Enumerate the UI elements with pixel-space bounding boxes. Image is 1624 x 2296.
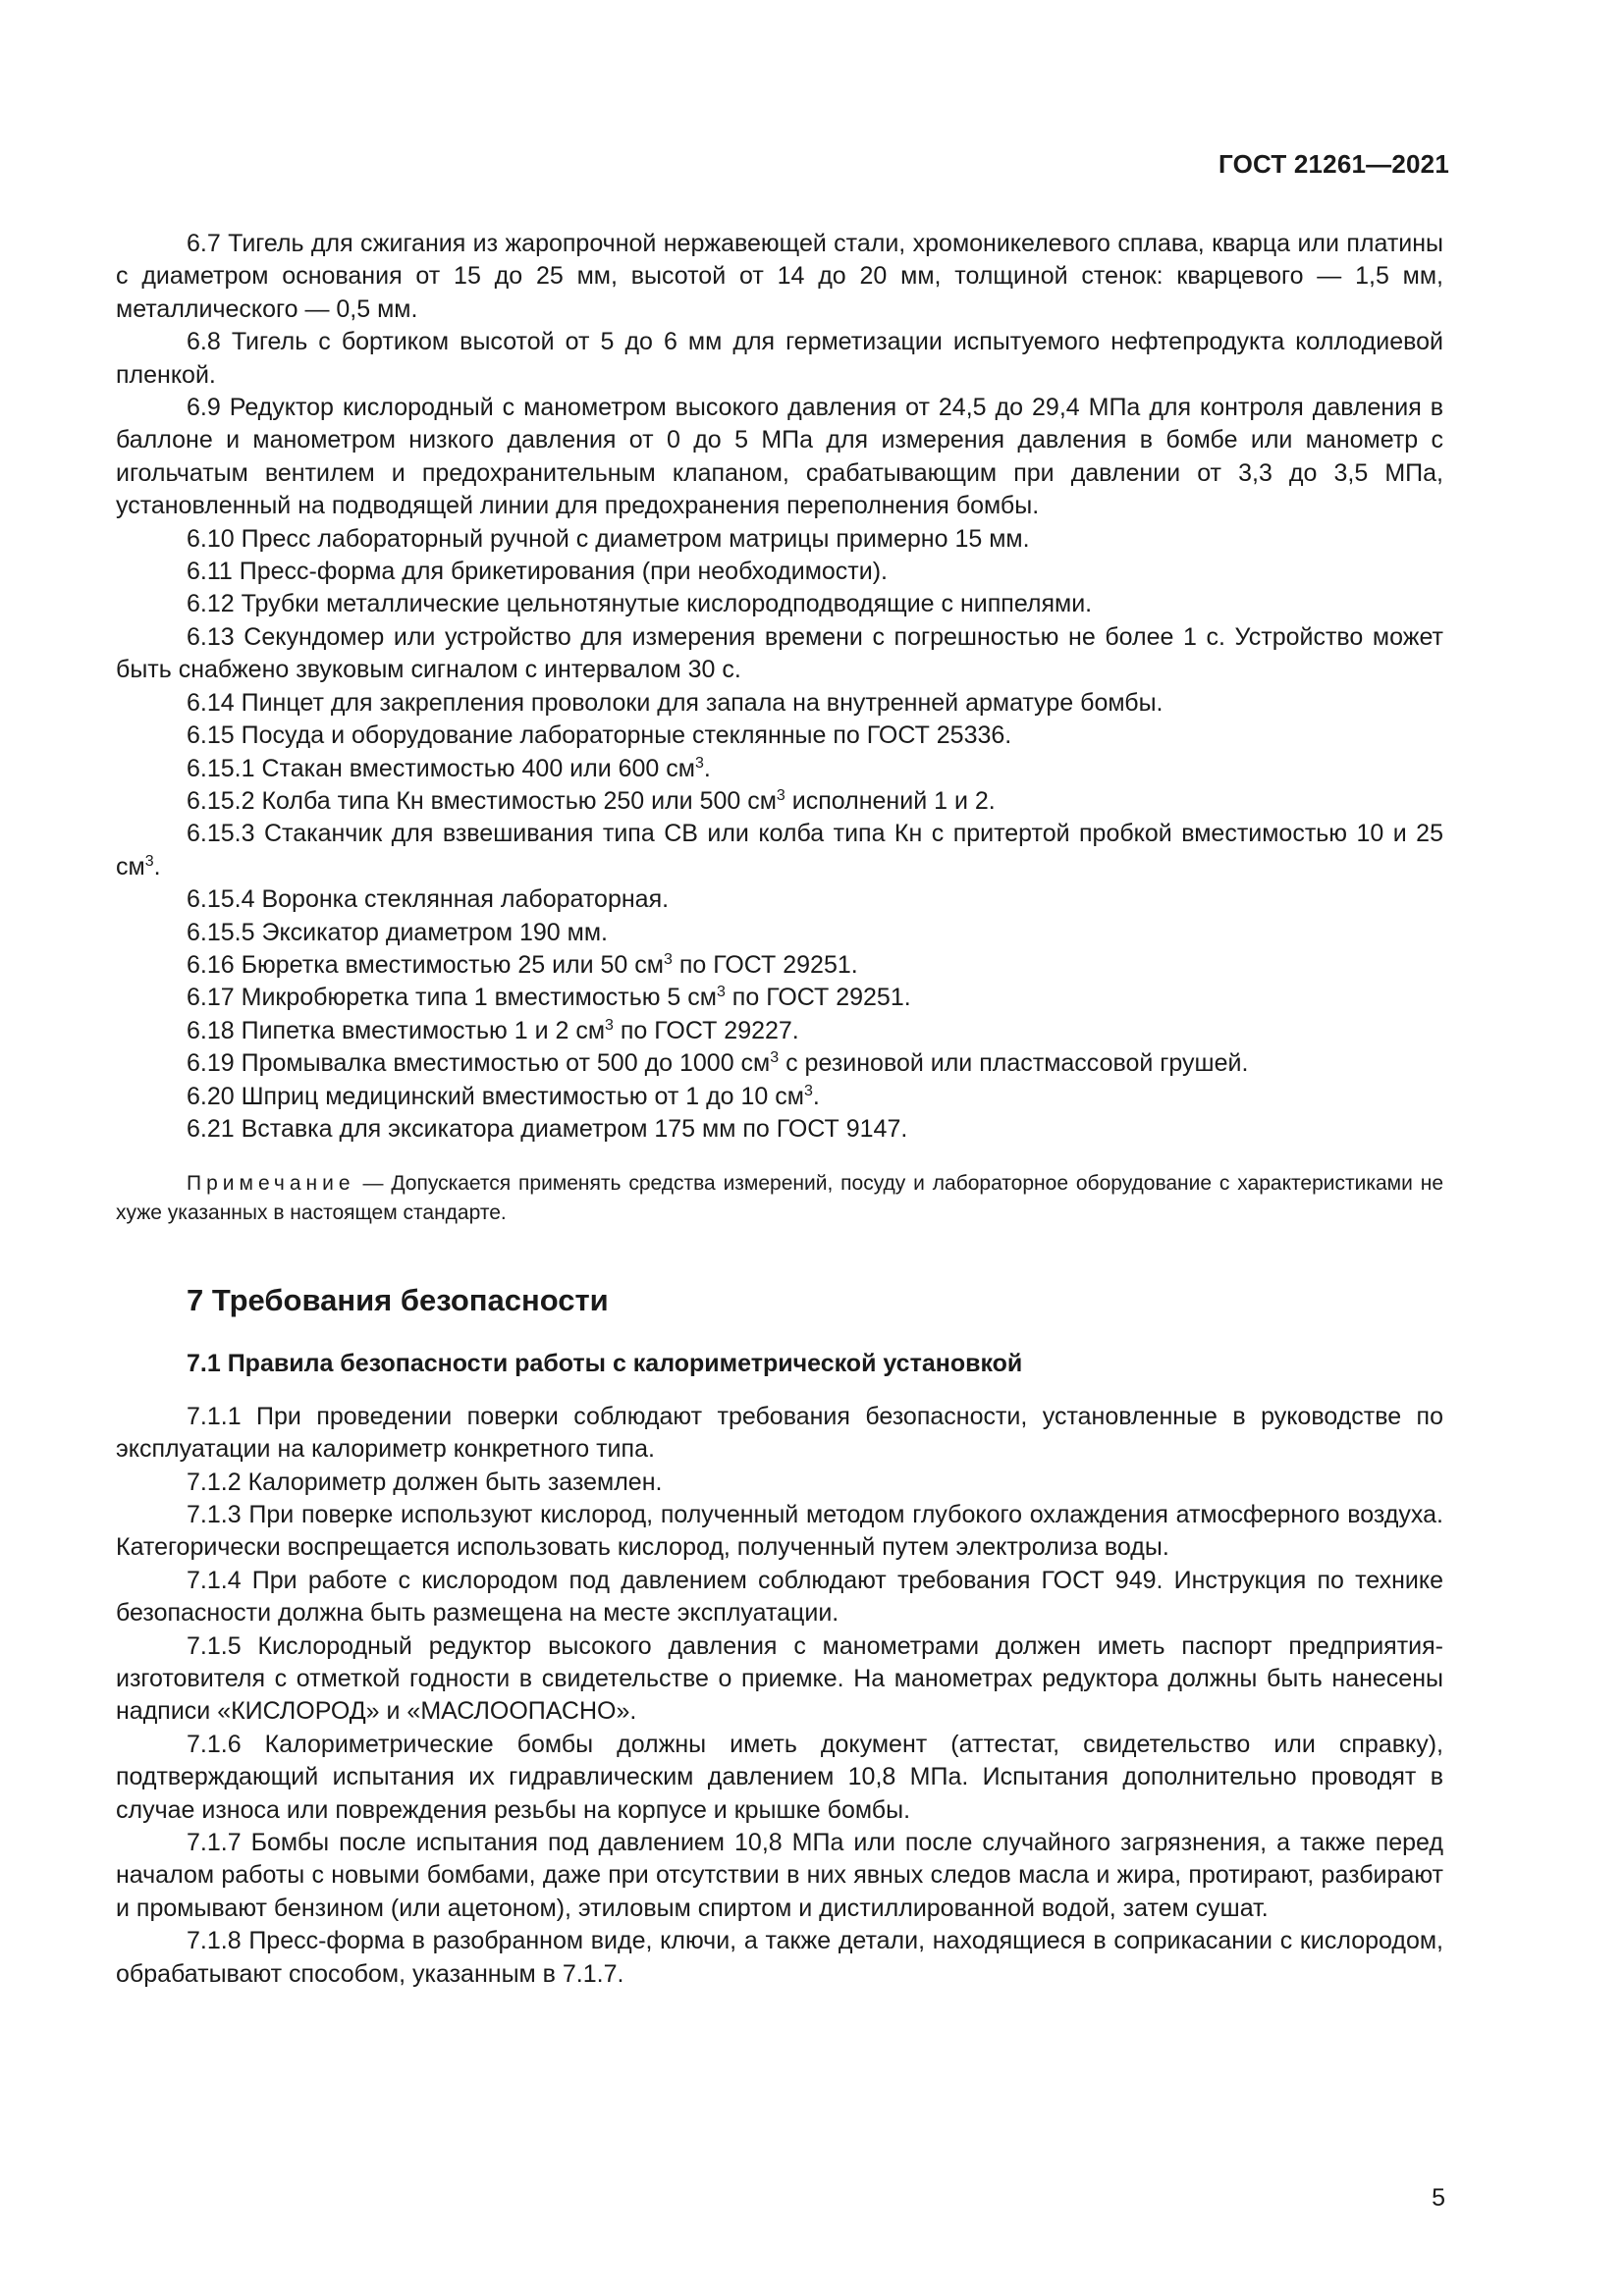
clause-7-1-5: 7.1.5 Кислородный редуктор высокого давления с манометрами должен иметь паспорт предприятия-изготовителя с отметкой годности в свидетельстве о приемке. На манометрах редуктора должны быть нанесены надписи «КИСЛОРОД» и «МАСЛООПАСНО». bbox=[116, 1631, 1443, 1726]
note bbox=[116, 1169, 1443, 1228]
section-title: 7 Требования безопасности bbox=[187, 1283, 609, 1318]
clause-6-10: 6.10 Пресс лабораторный ручной с диаметром матрицы примерно 15 мм. bbox=[187, 524, 1030, 553]
clause-6-12: 6.12 Трубки металлические цельнотянутые кислородподводящие с ниппелями. bbox=[187, 590, 1093, 618]
clause-7-1-7: 7.1.7 Бомбы после испытания под давлением 10,8 МПа или после случайного загрязнения, а также перед началом работы с новыми бомбами, даже при отсутствии в них явных следов масла и жира, протирают, разбирают и промывают бензином (или ацетоном), этиловым спиртом и дистиллированной водой, затем сушат. bbox=[116, 1829, 1443, 1922]
clause-6-18: 6.18 Пипетка вместимостью 1 и 2 $см^3$ по ГОСТ 29227. bbox=[187, 1016, 799, 1044]
page-number: 5 bbox=[1432, 2184, 1445, 2212]
note-label: Примечание bbox=[187, 1172, 355, 1196]
clause-7-1-6: 7.1.6 Калориметрические бомбы должны иметь документ (аттестат, свидетельство или справку), подтверждающий испытания их гидравлическим давлением 10,8 МПа. Испытания дополнительно проводят в случае износа или повреждения резьбы на корпусе и крышке бомбы. bbox=[116, 1730, 1444, 1824]
clause-7-1-4: 7.1.4 При работе с кислородом под давлением соблюдают требования ГОСТ 949. Инструкция по технике безопасности должна быть размещена на месте эксплуатации. bbox=[116, 1566, 1443, 1628]
clause-6-15-3: 6.15.3 Стаканчик для взвешивания типа СВ или колба типа Кн с притертой пробкой вместимостью 10 и 25 $см^3$. bbox=[116, 820, 1443, 881]
clause-6-7: 6.7 Тигель для сжигания из жаропрочной нержавеющей стали, хромоникелевого сплава, кварца или платины с диаметром основания от 15 до 25 мм, высотой от 14 до 20 мм, толщиной стенок: кварцевого — 1,5 мм, металлического — 0,5 мм. bbox=[116, 230, 1444, 323]
clause-7-1-8: 7.1.8 Пресс-форма в разобранном виде, ключи, а также детали, находящиеся в соприкасании с кислородом, обрабатывают способом, указанным в 7.1.7. bbox=[116, 1927, 1443, 1988]
clause-7-1-2: 7.1.2 Калориметр должен быть заземлен. bbox=[187, 1468, 663, 1496]
document-body bbox=[116, 228, 1443, 1991]
clause-6-19: 6.19 Промывалка вместимостью от 500 до 1000 $см^3$ с резиновой или пластмассовой грушей. bbox=[187, 1049, 1249, 1078]
clause-6-8: 6.8 Тигель с бортиком высотой от 5 до 6 мм для герметизации испытуемого нефтепродукта коллодиевой пленкой. bbox=[116, 328, 1443, 389]
note-text: — Допускается применять средства измерений, посуду и лабораторное оборудование с характеристиками не хуже указанных в настоящем стандарте. bbox=[116, 1172, 1443, 1225]
clause-6-17: 6.17 Микробюретка типа 1 вместимостью 5 $см^3$ по ГОСТ 29251. bbox=[187, 984, 911, 1012]
clause-7-1-1: 7.1.1 При проведении поверки соблюдают требования безопасности, установленные в руководстве по эксплуатации на калориметр конкретного типа. bbox=[116, 1402, 1443, 1464]
clause-6-16: 6.16 Бюретка вместимостью 25 или 50 $см^3$ по ГОСТ 29251. bbox=[187, 950, 858, 979]
clause-6-15: 6.15 Посуда и оборудование лабораторные стеклянные по ГОСТ 25336. bbox=[187, 721, 1012, 750]
clause-6-15-1: 6.15.1 Стакан вместимостью 400 или 600 $см^3$. bbox=[187, 754, 711, 782]
clause-6-15-2: 6.15.2 Колба типа Кн вместимостью 250 или 500 $см^3$ исполнений 1 и 2. bbox=[187, 786, 996, 815]
clause-6-21: 6.21 Вставка для эксикатора диаметром 175 мм по ГОСТ 9147. bbox=[187, 1114, 908, 1143]
clause-6-13: 6.13 Секундомер или устройство для измерения времени с погрешностью не более 1 с. Устройство может быть снабжено звуковым сигналом с интервалом 30 с. bbox=[116, 622, 1443, 684]
clause-6-9: 6.9 Редуктор кислородный с манометром высокого давления от 24,5 до 29,4 МПа для контроля давления в баллоне и манометром низкого давления от 0 до 5 МПа для измерения давления в бомбе или манометр с игольчатым вентилем и предохранительным клапаном, срабатывающим при давлении от 3,3 до 3,5 МПа, установленный на подводящей линии для предохранения переполнения бомбы. bbox=[116, 394, 1443, 520]
page-header: ГОСТ 21261—2021 bbox=[1218, 149, 1449, 179]
clause-6-15-5: 6.15.5 Эксикатор диаметром 190 мм. bbox=[187, 918, 608, 946]
clause-6-15-4: 6.15.4 Воронка стеклянная лабораторная. bbox=[187, 885, 670, 914]
clause-6-11: 6.11 Пресс-форма для брикетирования (при необходимости). bbox=[187, 558, 888, 586]
clause-6-14: 6.14 Пинцет для закрепления проволоки для запала на внутренней арматуре бомбы. bbox=[187, 688, 1164, 717]
clause-7-1-3: 7.1.3 При поверке используют кислород, полученный методом глубокого охлаждения атмосферного воздуха. Категорически воспрещается использовать кислород, полученный путем электролиза воды. bbox=[116, 1501, 1443, 1562]
subsection-title: 7.1 Правила безопасности работы с калориметрической установкой bbox=[187, 1350, 1023, 1378]
clause-6-20: 6.20 Шприц медицинский вместимостью от 1 до 10 $см^3$. bbox=[187, 1082, 820, 1110]
